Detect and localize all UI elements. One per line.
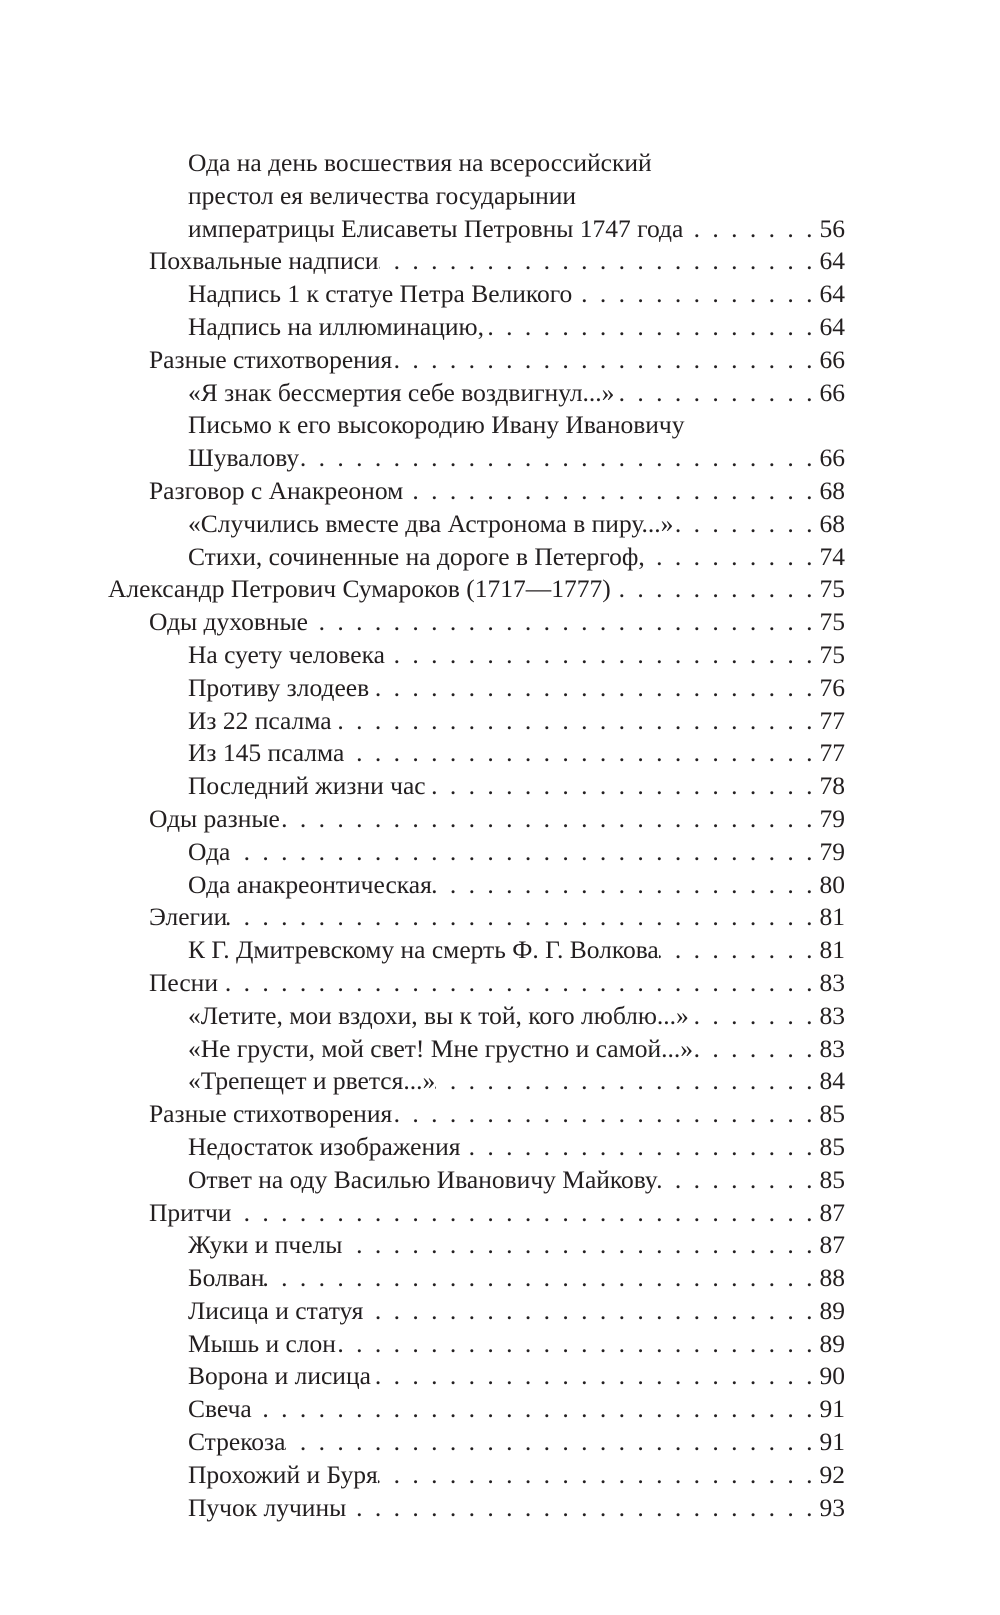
- toc-entry-page-number: 93: [819, 1492, 845, 1522]
- toc-entry[interactable]: [108, 705, 845, 738]
- toc-entry-page-number: 68: [819, 475, 845, 505]
- toc-entry-title: Притчи: [149, 1197, 232, 1227]
- toc-entry-title: Стрекоза: [188, 1427, 286, 1457]
- toc-entry-title: «Не грусти, мой свет! Мне грустно и самой...»: [188, 1033, 694, 1063]
- toc-entry-page-number: 77: [819, 738, 845, 768]
- toc-entry[interactable]: [108, 869, 845, 902]
- toc-entry[interactable]: [108, 1295, 845, 1328]
- toc-entry-page-number: 79: [819, 803, 845, 833]
- toc-entry[interactable]: [108, 803, 845, 836]
- dot-leader: [645, 541, 820, 574]
- toc-entry-page-number: 85: [819, 1164, 845, 1194]
- toc-entry-page-number: 79: [819, 836, 845, 866]
- toc-entry-page-number: 85: [819, 1131, 845, 1161]
- toc-entry[interactable]: [108, 836, 845, 869]
- toc-entry-page-number: 89: [819, 1295, 845, 1325]
- toc-entry-title: Мышь и слон: [188, 1328, 336, 1358]
- toc-entry-page-number: 87: [819, 1197, 845, 1227]
- toc-entry[interactable]: [108, 967, 845, 1000]
- toc-entry-title: Стихи, сочиненные на дороге в Петергоф,: [188, 541, 645, 571]
- dot-leader: [611, 573, 820, 606]
- toc-entry[interactable]: [108, 737, 845, 770]
- toc-entry-page-number: 75: [819, 639, 845, 669]
- toc-entry-page-number: 64: [819, 279, 845, 309]
- toc-entry-title: На суету человека: [188, 639, 385, 669]
- toc-entry[interactable]: [108, 573, 845, 606]
- toc-entry[interactable]: [108, 1197, 845, 1230]
- toc-entry[interactable]: [108, 1033, 845, 1066]
- toc-entry-title: Последний жизни час: [188, 771, 426, 801]
- toc-entry-title: Пучок лучины: [188, 1492, 347, 1522]
- toc-entry[interactable]: [108, 377, 845, 410]
- toc-entry[interactable]: [108, 311, 845, 344]
- toc-entry-title: Оды разные: [149, 803, 280, 833]
- toc-entry-title: «Я знак бессмертия себе воздвигнул...»: [188, 377, 615, 407]
- toc-entry-page-number: 66: [819, 377, 845, 407]
- toc-entry-page-number: 64: [819, 246, 845, 276]
- toc-entry[interactable]: [108, 541, 845, 574]
- toc-entry-title: Ода: [188, 836, 231, 866]
- toc-entry-page-number: 90: [819, 1361, 845, 1391]
- toc-entry-title: Оды духовные: [149, 607, 308, 637]
- dot-leader: [369, 672, 819, 705]
- dot-leader: [683, 213, 819, 246]
- toc-entry-title: Ода анакреонтическая: [188, 869, 432, 899]
- toc-entry[interactable]: [108, 672, 845, 705]
- dot-leader: [252, 1393, 820, 1426]
- toc-entry-page-number: 80: [819, 869, 845, 899]
- dot-leader: [285, 1426, 819, 1459]
- toc-entry-continuation-line: Письмо к его высокородию Ивану Ивановичу: [188, 410, 685, 440]
- toc-entry-title: Из 22 псалма: [188, 705, 332, 735]
- toc-entry-page-number: 84: [819, 1066, 845, 1096]
- dot-leader: [379, 245, 820, 278]
- toc-entry[interactable]: [108, 344, 845, 377]
- toc-entry-page-number: 83: [819, 1000, 845, 1030]
- dot-leader: [659, 934, 820, 967]
- toc-entry-title: Элегии: [149, 902, 228, 932]
- dot-leader: [693, 1033, 819, 1066]
- toc-entry-page-number: 81: [819, 902, 845, 932]
- toc-entry-title: Противу злодеев: [188, 672, 370, 702]
- toc-entry[interactable]: [108, 475, 845, 508]
- dot-leader: [614, 377, 819, 410]
- dot-leader: [385, 639, 820, 672]
- toc-entry-title: Недостаток изображения: [188, 1131, 461, 1161]
- toc-entry[interactable]: [108, 245, 845, 278]
- toc-entry-page-number: 88: [819, 1263, 845, 1293]
- toc-entry-title: Ворона и лисица: [188, 1361, 371, 1391]
- toc-entry[interactable]: [108, 1360, 845, 1393]
- toc-entry[interactable]: [108, 1492, 845, 1525]
- toc-entry-page-number: 78: [819, 771, 845, 801]
- toc-entry-page-number: 74: [819, 541, 845, 571]
- toc-entry-page-number: 83: [819, 967, 845, 997]
- toc-entry-title: Разные стихотворения: [149, 344, 393, 374]
- toc-entry[interactable]: [108, 213, 845, 246]
- toc-entry-page-number: 64: [819, 311, 845, 341]
- toc-entry[interactable]: [108, 278, 845, 311]
- toc-entry[interactable]: [108, 1459, 845, 1492]
- dot-leader: [336, 1328, 820, 1361]
- toc-entry-page-number: 66: [819, 443, 845, 473]
- toc-entry-title: Надпись 1 к статуе Петра Великого: [188, 279, 573, 309]
- dot-leader: [344, 737, 819, 770]
- toc-entry-page-number: 81: [819, 935, 845, 965]
- toc-entry-title: Из 145 псалма: [188, 738, 345, 768]
- toc-entry-page-number: 89: [819, 1328, 845, 1358]
- toc-entry-title: Свеча: [188, 1394, 252, 1424]
- toc-entry[interactable]: [108, 901, 845, 934]
- dot-leader: [308, 606, 820, 639]
- toc-entry[interactable]: [108, 1262, 845, 1295]
- toc-entry[interactable]: [108, 1164, 845, 1197]
- toc-entry-page-number: 85: [819, 1099, 845, 1129]
- toc-entry-continuation-line: Ода на день восшествия на всероссийский: [188, 148, 652, 177]
- toc-entry[interactable]: [108, 1328, 845, 1361]
- table-of-contents: [108, 147, 845, 1524]
- dot-leader: [392, 1098, 819, 1131]
- dot-leader: [264, 1262, 819, 1295]
- dot-leader: [332, 705, 820, 738]
- toc-entry-page-number: 91: [819, 1427, 845, 1457]
- toc-entry-title: «Трепещет и рвется...»: [188, 1066, 436, 1096]
- toc-entry-title: «Летите, мои вздохи, вы к той, кого люблю...»: [188, 1000, 689, 1030]
- dot-leader: [484, 311, 820, 344]
- dot-leader: [218, 967, 820, 1000]
- toc-entry[interactable]: [108, 770, 845, 803]
- dot-leader: [230, 836, 819, 869]
- toc-entry-page-number: 56: [819, 213, 845, 243]
- dot-leader: [227, 901, 819, 934]
- toc-entry-page-number: 87: [819, 1230, 845, 1260]
- toc-entry-page-number: 77: [819, 705, 845, 735]
- toc-entry-title: Прохожий и Буря: [188, 1459, 378, 1489]
- toc-entry[interactable]: [108, 1000, 845, 1033]
- toc-entry-title: Разговор с Анакреоном: [149, 475, 404, 505]
- toc-entry[interactable]: [108, 1426, 845, 1459]
- toc-entry-page-number: 66: [819, 344, 845, 374]
- dot-leader: [392, 344, 819, 377]
- toc-entry[interactable]: [108, 1229, 845, 1262]
- toc-entry[interactable]: [108, 508, 845, 541]
- toc-entry[interactable]: [108, 1098, 845, 1131]
- dot-leader: [435, 1065, 819, 1098]
- toc-entry[interactable]: [108, 934, 845, 967]
- dot-leader: [426, 770, 820, 803]
- toc-entry-page-number: 83: [819, 1033, 845, 1063]
- dot-leader: [689, 1000, 820, 1033]
- toc-entry-title: Александр Петрович Сумароков (1717—1777): [108, 574, 611, 604]
- toc-entry[interactable]: [108, 1393, 845, 1426]
- toc-entry[interactable]: [108, 1131, 845, 1164]
- toc-entry-title: Ответ на оду Василью Ивановичу Майкову: [188, 1164, 658, 1194]
- dot-leader: [378, 1459, 820, 1492]
- toc-entry-title: Жуки и пчелы: [188, 1230, 343, 1260]
- toc-entry-continuation-line: престол ея величества государынии: [188, 180, 577, 210]
- dot-leader: [658, 1164, 820, 1197]
- toc-entry-title: Шувалову: [188, 443, 300, 473]
- dot-leader: [403, 475, 819, 508]
- toc-entry[interactable]: [108, 639, 845, 672]
- toc-entry-page-number: 91: [819, 1394, 845, 1424]
- toc-entry-title: Песни: [149, 967, 218, 997]
- toc-entry-title: К Г. Дмитревскому на смерть Ф. Г. Волкова: [188, 935, 659, 965]
- toc-entry-page-number: 75: [819, 574, 845, 604]
- dot-leader: [299, 442, 819, 475]
- dot-leader: [461, 1131, 820, 1164]
- dot-leader: [346, 1492, 819, 1525]
- toc-entry-page-number: 68: [819, 508, 845, 538]
- dot-leader: [363, 1295, 819, 1328]
- toc-entry-title: Надпись на иллюминацию,: [188, 311, 484, 341]
- toc-entry-title: «Случились вместе два Астронома в пиру...»: [188, 508, 674, 538]
- dot-leader: [673, 508, 819, 541]
- toc-entry[interactable]: [108, 442, 845, 475]
- toc-entry-page-number: 75: [819, 607, 845, 637]
- toc-entry[interactable]: [108, 606, 845, 639]
- dot-leader: [280, 803, 820, 836]
- dot-leader: [371, 1360, 820, 1393]
- toc-entry-page-number: 92: [819, 1459, 845, 1489]
- dot-leader: [572, 278, 819, 311]
- dot-leader: [342, 1229, 819, 1262]
- toc-entry-page-number: 76: [819, 672, 845, 702]
- dot-leader: [432, 869, 820, 902]
- toc-entry-title: Разные стихотворения: [149, 1099, 393, 1129]
- toc-entry-title: Болван: [188, 1263, 265, 1293]
- toc-entry-title: императрицы Елисаветы Петровны 1747 года: [188, 213, 684, 243]
- toc-entry[interactable]: [108, 1065, 845, 1098]
- toc-entry-title: Похвальные надписи: [149, 246, 379, 276]
- dot-leader: [231, 1197, 819, 1230]
- toc-entry-title: Лисица и статуя: [188, 1295, 364, 1325]
